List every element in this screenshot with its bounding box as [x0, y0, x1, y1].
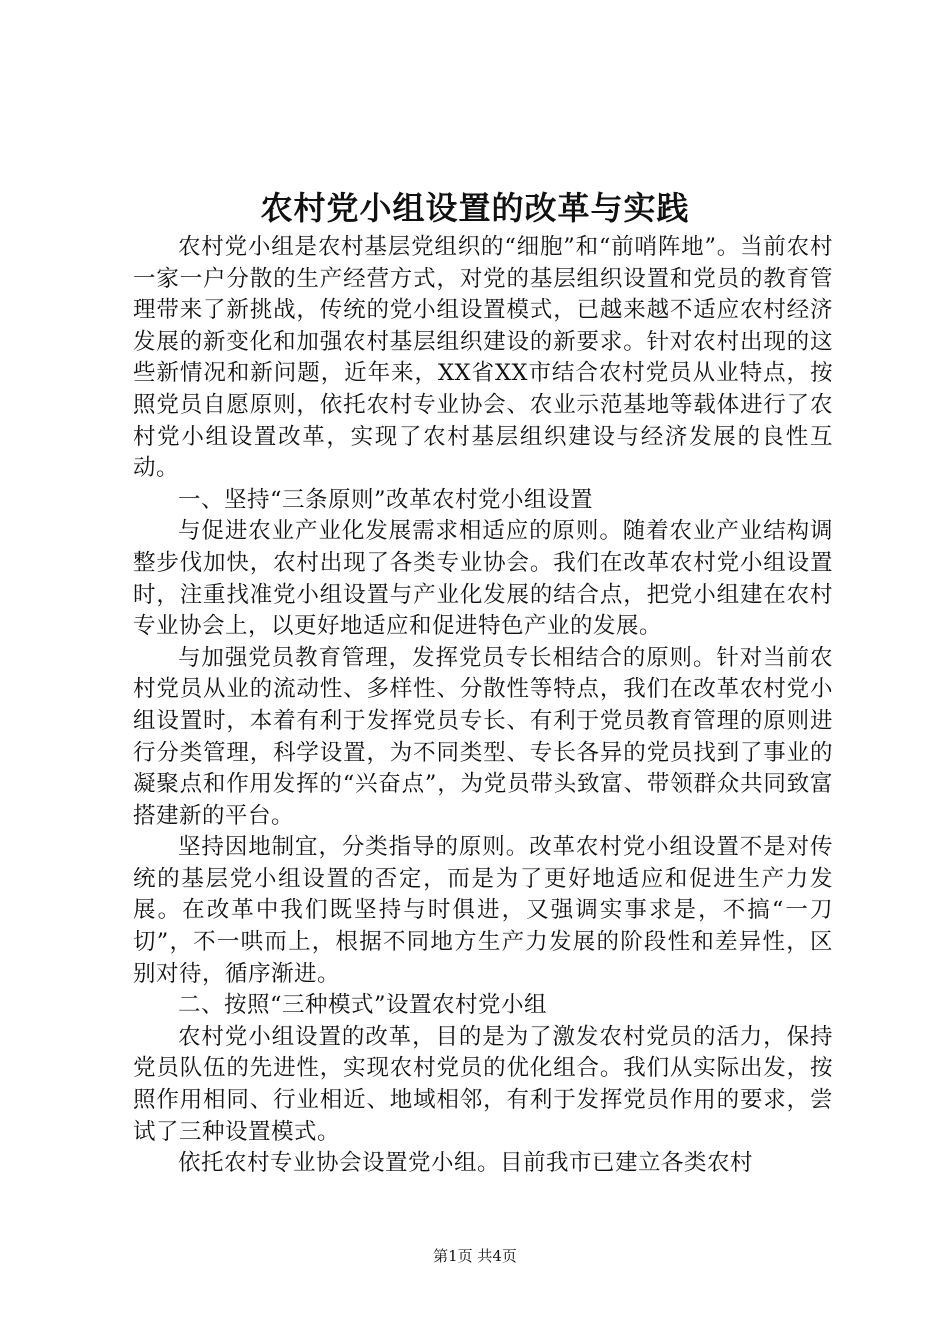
paragraph-principle-3: 坚持因地制宜，分类指导的原则。改革农村党小组设置不是对传统的基层党小组设置的否定，而是为了更好地适应和促进生产力发展。在改革中我们既坚持与时俱进，又强调实事求是，不搞“一刀切”，不一哄而上，根据不同地方生产力发展的阶段性和差异性，区别对待，循序渐进。: [133, 834, 833, 987]
paragraph-principle-2: 与加强党员教育管理，发挥党员专长相结合的原则。针对当前农村党员从业的流动性、多样性、分散性等特点，我们在改革农村党小组设置时，本着有利于发挥党员专长、有利于党员教育管理的原则进行分类管理，科学设置，为不同类型、专长各异的党员找到了事业的凝聚点和作用发挥的“兴奋点”，为党员带头致富、带领群众共同致富搭建新的平台。: [133, 644, 833, 829]
section-heading-2: 二、按照“三种模式”设置农村党小组: [178, 992, 548, 1019]
paragraph-intro: 农村党小组是农村基层党组织的“细胞”和“前哨阵地”。当前农村一家一户分散的生产经营方式，对党的基层组织设置和党员的教育管理带来了新挑战，传统的党小组设置模式，已越来越不适应农村经济发展的新变化和加强农村基层组织建设的新要求。针对农村出现的这些新情况和新问题，近年来，XX省XX市结合农村党员从业特点，按照党员自愿原则，依托农村专业协会、农业示范基地等载体进行了农村党小组设置改革，实现了农村基层组织建设与经济发展的良性互动。: [133, 234, 833, 482]
document-body: [133, 232, 833, 1180]
page-title: 农村党小组设置的改革与实践: [260, 189, 690, 227]
paragraph-model-1: 依托农村专业协会设置党小组。目前我市已建立各类农村: [178, 1150, 754, 1177]
page-footer: 第1页 共4页: [433, 1247, 517, 1265]
section-heading-1: 一、坚持“三条原则”改革农村党小组设置: [178, 486, 594, 513]
paragraph-models-intro: 农村党小组设置的改革，目的是为了激发农村党员的活力，保持党员队伍的先进性，实现农村党员的优化组合。我们从实际出发，按照作用相同、行业相近、地域相邻，有利于发挥党员作用的要求，尝试了三种设置模式。: [133, 1023, 833, 1145]
paragraph-principle-1: 与促进农业产业化发展需求相适应的原则。随着农业产业结构调整步伐加快，农村出现了各类专业协会。我们在改革农村党小组设置时，注重找准党小组设置与产业化发展的结合点，把党小组建在农村专业协会上，以更好地适应和促进特色产业的发展。: [133, 518, 833, 640]
